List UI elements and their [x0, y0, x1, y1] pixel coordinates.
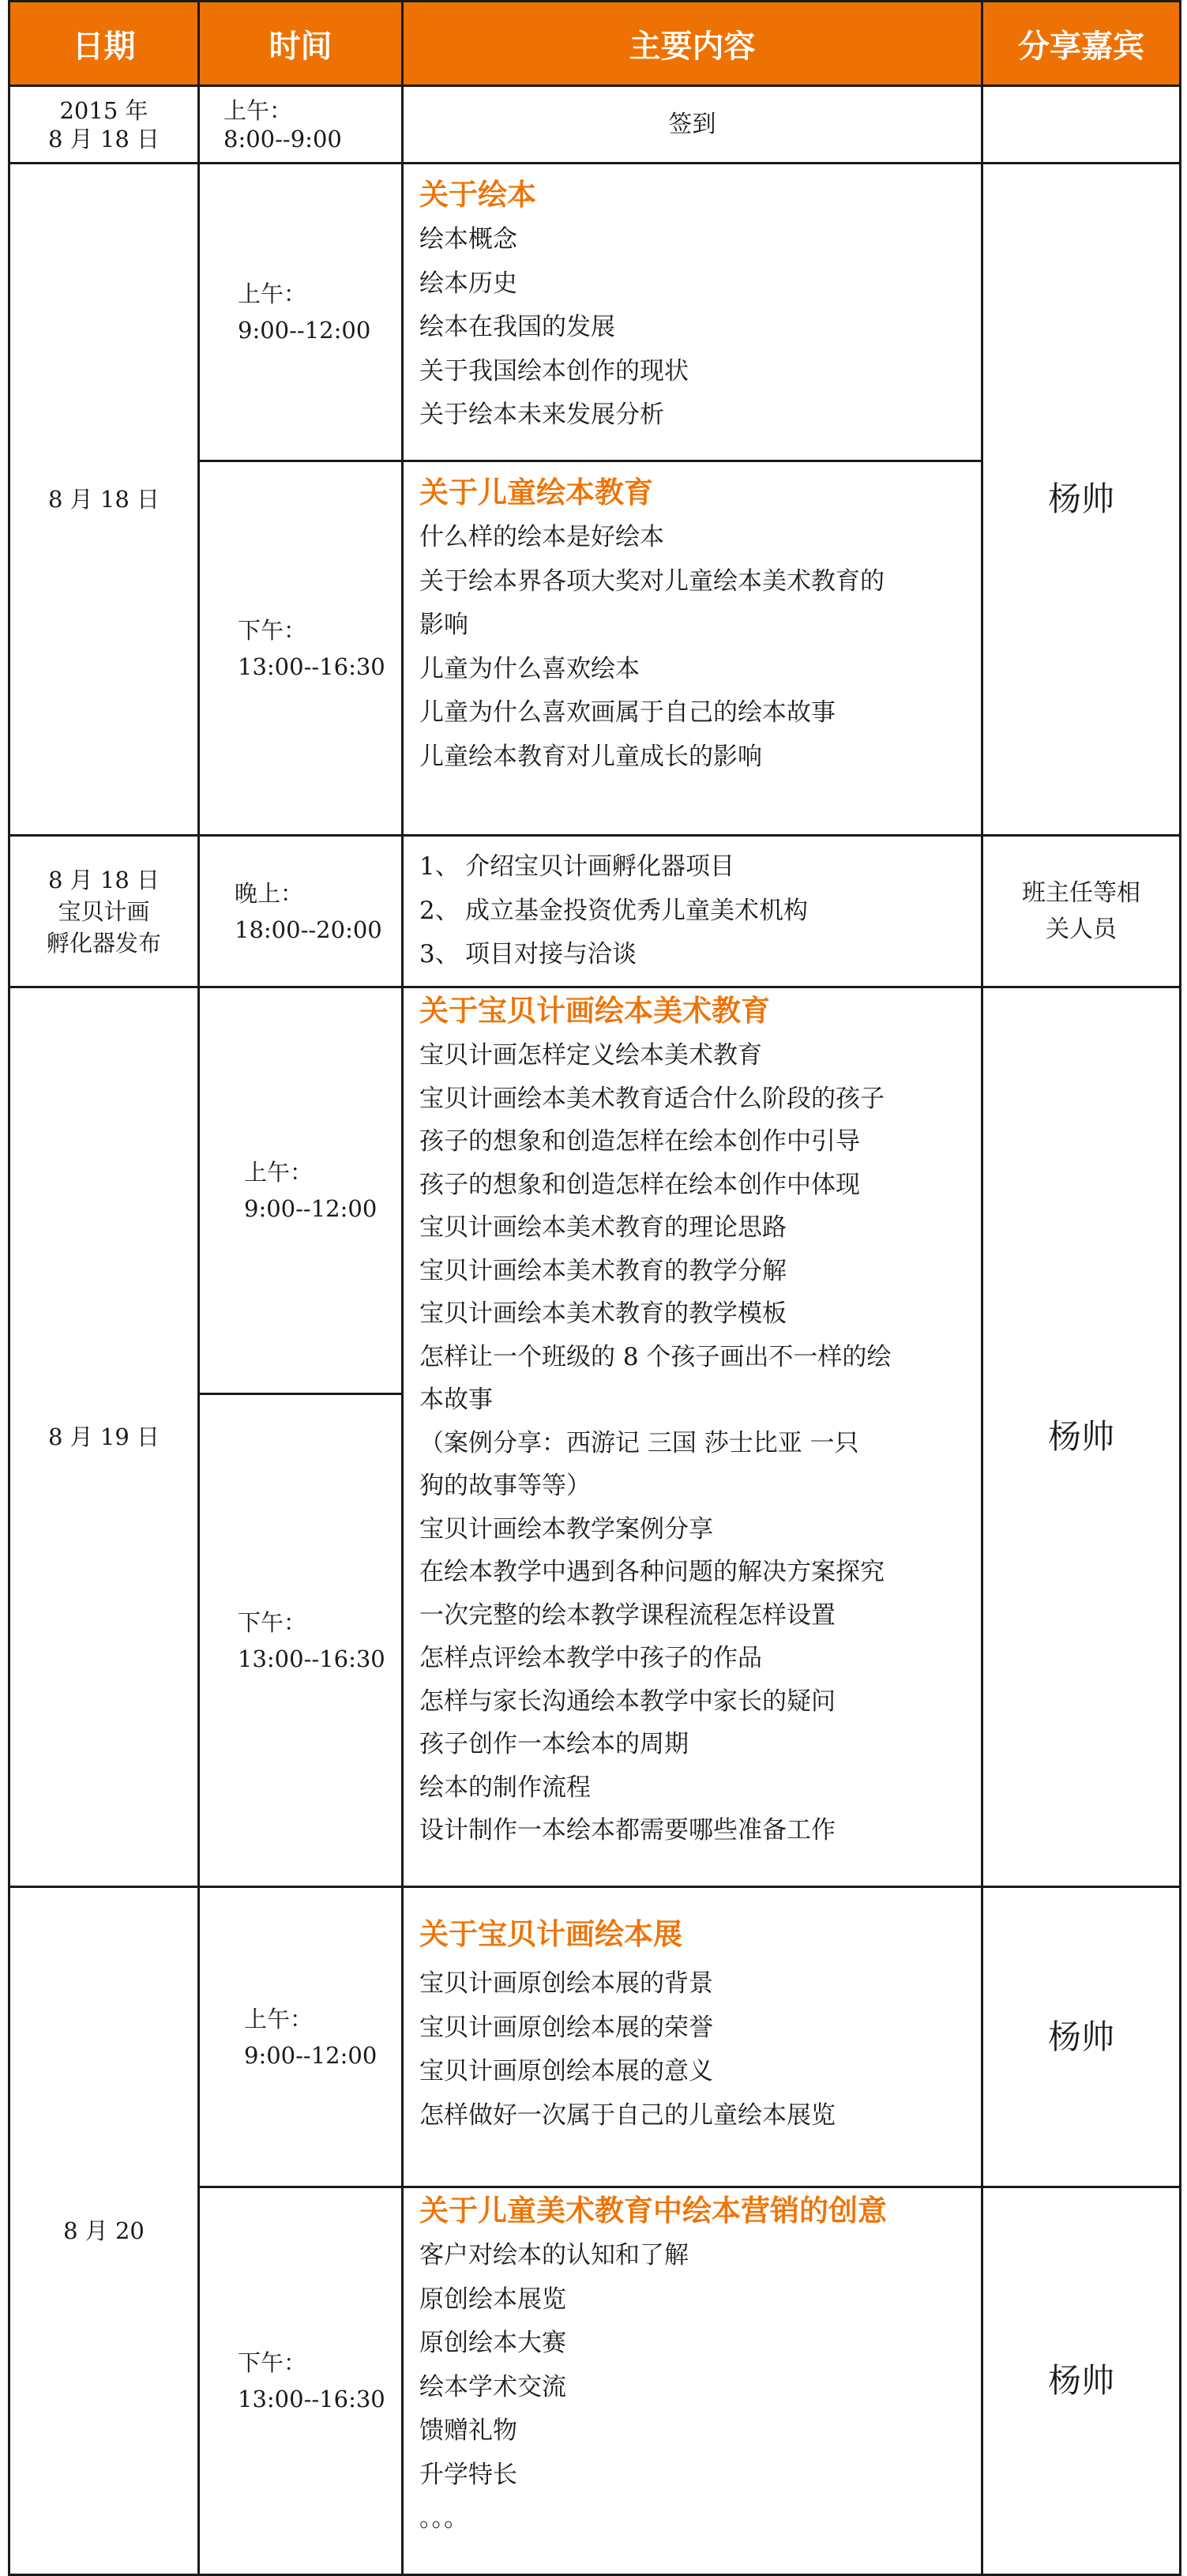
list-item: 宝贝计画原创绘本展的荣誉: [419, 2013, 713, 2042]
content-cell: [403, 987, 982, 1887]
time-cell: [199, 1887, 403, 2187]
time-label: 上午：: [224, 96, 293, 124]
date-cell: [9, 836, 199, 987]
section-heading: 关于宝贝计画绘本美术教育: [419, 994, 770, 1028]
list-item: 宝贝计画绘本教学案例分享: [419, 1514, 713, 1544]
list-item: 绘本的制作流程: [419, 1773, 591, 1802]
time-cell: [199, 2187, 403, 2575]
list-item: 儿童绘本教育对儿童成长的影响: [419, 742, 762, 771]
list-item: 宝贝计画绘本美术教育的教学模板: [419, 1299, 787, 1328]
list-item: 狗的故事等等）: [419, 1472, 591, 1500]
date-line: 8 月 18 日: [47, 125, 160, 152]
date-cell: [9, 86, 199, 164]
list-item: 客户对绘本的认知和了解: [419, 2241, 689, 2270]
list-item: 绘本概念: [419, 225, 517, 254]
list-item: 。。。: [419, 2504, 468, 2533]
section-heading: 关于宝贝计画绘本展: [419, 1917, 682, 1951]
content-cell: [403, 461, 982, 836]
time-label: 上午：: [244, 1159, 314, 1186]
header-date: 日期: [9, 2, 199, 86]
time-cell: [199, 1394, 403, 1887]
list-item: 宝贝计画绘本美术教育适合什么阶段的孩子: [419, 1084, 885, 1113]
time-range: 8:00--9:00: [224, 125, 342, 152]
list-item: 绘本在我国的发展: [419, 313, 615, 341]
list-item: 2、 成立基金投资优秀儿童美术机构: [419, 896, 808, 925]
list-item: 关于绘本界各项大奖对儿童绘本美术教育的: [419, 566, 885, 596]
list-item: 孩子的想象和创造怎样在绘本创作中引导: [419, 1127, 860, 1156]
row-aug19-am: [9, 987, 1181, 1394]
list-item: 宝贝计画原创绘本展的背景: [419, 1969, 713, 1998]
list-item: 绘本学术交流: [419, 2372, 566, 2401]
row-aug18-am: [9, 164, 1181, 461]
time-range: 13:00--16:30: [238, 2386, 385, 2412]
time-label: 下午：: [238, 616, 307, 644]
list-item: 绘本历史: [419, 269, 517, 298]
date-line: 孵化器发布: [46, 929, 161, 957]
list-item: 怎样与家长沟通绘本教学中家长的疑问: [419, 1687, 836, 1716]
list-item: 设计制作一本绘本都需要哪些准备工作: [419, 1816, 836, 1845]
time-label: 下午：: [238, 1608, 307, 1636]
section-heading: 关于儿童绘本教育: [419, 476, 653, 510]
date-cell: 8 月 19 日: [9, 987, 199, 1887]
list-item: 1、 介绍宝贝计画孵化器项目: [419, 852, 734, 882]
list-item: 原创绘本大赛: [419, 2329, 566, 2357]
content-cell: [403, 164, 982, 461]
guest-cell: [982, 86, 1181, 164]
date-cell: 8 月 20: [9, 1887, 199, 2575]
section-heading: 关于绘本: [419, 178, 536, 212]
time-range: 9:00--12:00: [238, 317, 371, 344]
list-item: 宝贝计画绘本美术教育的教学分解: [419, 1256, 787, 1285]
list-item: 孩子的想象和创造怎样在绘本创作中体现: [419, 1170, 860, 1199]
time-cell: [199, 164, 403, 461]
time-range: 13:00--16:30: [238, 1645, 385, 1672]
time-range: 13:00--16:30: [238, 652, 385, 680]
list-item: 怎样做好一次属于自己的儿童绘本展览: [419, 2100, 836, 2130]
list-item: 在绘本教学中遇到各种问题的解决方案探究: [419, 1558, 885, 1586]
header-row: [9, 2, 1181, 86]
section-heading: 关于儿童美术教育中绘本营销的创意: [419, 2194, 887, 2228]
time-cell: [199, 836, 403, 987]
time-range: 9:00--12:00: [244, 2041, 378, 2069]
row-incubator: [9, 836, 1181, 987]
list-item: 本故事: [419, 1386, 493, 1414]
content-cell: 签到: [403, 86, 982, 164]
content-cell: [403, 836, 982, 987]
guest-cell: 杨帅: [982, 987, 1181, 1887]
date-cell: 8 月 18 日: [9, 164, 199, 836]
time-label: 上午：: [244, 2005, 314, 2033]
list-item: 怎样点评绘本教学中孩子的作品: [419, 1644, 762, 1672]
time-cell: [199, 461, 403, 836]
guest-cell: [982, 836, 1181, 987]
list-item: 一次完整的绘本教学课程流程怎样设置: [419, 1600, 836, 1630]
header-time: 时间: [199, 2, 403, 86]
list-item: 宝贝计画绘本美术教育的理论思路: [419, 1213, 787, 1242]
list-item: 馈赠礼物: [419, 2416, 517, 2445]
time-cell: [199, 86, 403, 164]
date-line: 宝贝计画: [58, 897, 150, 925]
row-aug20-am: [9, 1887, 1181, 2187]
date-line: 8 月 18 日: [47, 866, 160, 893]
guest-line: 班主任等相: [1022, 878, 1140, 907]
date-line: 2015 年: [59, 96, 148, 124]
list-item: （案例分享：西游记 三国 莎士比亚 一只: [419, 1428, 859, 1457]
time-cell: [199, 987, 403, 1394]
list-item: 怎样让一个班级的 8 个孩子画出不一样的绘: [419, 1342, 892, 1371]
content-cell: [403, 2187, 982, 2575]
list-item: 3、 项目对接与洽谈: [419, 940, 637, 969]
list-item: 宝贝计画原创绘本展的意义: [419, 2057, 713, 2085]
time-label: 上午：: [238, 280, 307, 307]
list-item: 孩子创作一本绘本的周期: [419, 1730, 689, 1758]
guest-cell: 杨帅: [982, 164, 1181, 836]
list-item: 宝贝计画怎样定义绘本美术教育: [419, 1041, 762, 1070]
header-guest: 分享嘉宾: [982, 2, 1181, 86]
list-item: 影响: [419, 611, 468, 639]
time-range: 18:00--20:00: [235, 916, 382, 943]
guest-line: 关人员: [1046, 915, 1117, 943]
list-item: 关于我国绘本创作的现状: [419, 356, 689, 385]
row-checkin: [9, 86, 1181, 164]
content-cell: [403, 1887, 982, 2187]
guest-cell: 杨帅: [982, 1887, 1181, 2187]
time-label: 晚上：: [235, 879, 304, 907]
header-content: 主要内容: [403, 2, 982, 86]
time-label: 下午：: [238, 2349, 307, 2376]
time-range: 9:00--12:00: [244, 1195, 378, 1222]
list-item: 升学特长: [419, 2460, 517, 2489]
list-item: 儿童为什么喜欢绘本: [419, 654, 640, 683]
list-item: 原创绘本展览: [419, 2285, 566, 2314]
schedule-table: [8, 0, 1181, 2576]
list-item: 什么样的绘本是好绘本: [419, 523, 664, 551]
guest-cell: 杨帅: [982, 2187, 1181, 2575]
list-item: 关于绘本未来发展分析: [419, 401, 664, 429]
list-item: 儿童为什么喜欢画属于自己的绘本故事: [419, 698, 836, 727]
